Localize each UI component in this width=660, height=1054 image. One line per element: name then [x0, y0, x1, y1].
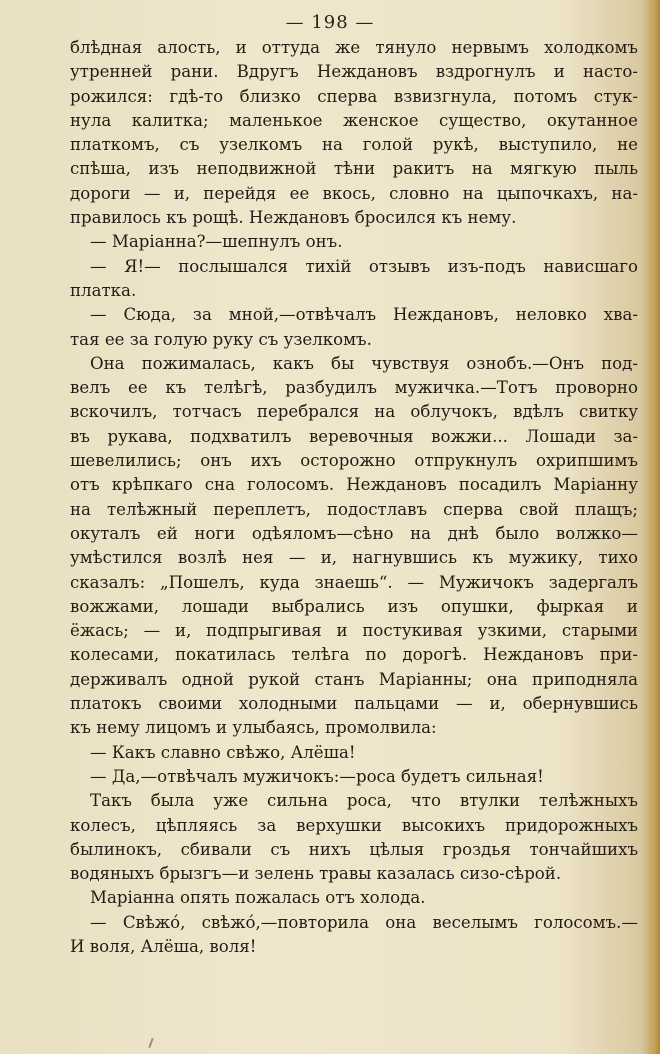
text-line: въ рукава, подхватилъ веревочныя вожжи... Лошади за-	[70, 426, 638, 446]
text-line: И воля, Алёша, воля!	[70, 936, 257, 956]
text-line: — Да,—отвѣчалъ мужичокъ:—роса будетъ сильная!	[90, 766, 544, 786]
text-line: правилось къ рощѣ. Неждановъ бросился къ нему.	[70, 208, 517, 228]
page-text	[70, 36, 638, 959]
text-line: на телѣжный переплетъ, подостлавъ сперва свой плащъ;	[70, 499, 638, 519]
text-line: — Свѣжо́, свѣжо́,—повторила она веселымъ голосомъ.—	[90, 912, 638, 932]
text-line: вожжами, лошади выбрались изъ опушки, фыркая и	[70, 596, 638, 616]
text-line: тая ее за голую руку съ узелкомъ.	[70, 329, 372, 349]
text-line: велъ ее къ телѣгѣ, разбудилъ мужичка.—Тотъ проворно	[70, 378, 638, 398]
text-line: водяныхъ брызгъ—и зелень травы казалась сизо-сѣрой.	[70, 864, 562, 884]
text-line: окуталъ ей ноги одѣяломъ—сѣно на днѣ было волжко—	[70, 523, 638, 543]
text-line: утренней рани. Вдругъ Неждановъ вздрогнулъ и насто-	[70, 62, 638, 82]
text-line: блѣдная алость, и оттуда же тянуло нервымъ холодкомъ	[70, 38, 638, 57]
text-line: умѣстился возлѣ нея — и, нагнувшись къ мужику, тихо	[70, 548, 638, 568]
stray-mark	[148, 1038, 153, 1048]
page-edge-shadow	[646, 0, 660, 1054]
text-line: платкомъ, съ узелкомъ на голой рукѣ, выступило, не	[70, 135, 638, 155]
text-line: нула калитка; маленькое женское существо, окутанное	[70, 110, 638, 130]
text-line: — Я!— послышался тихій отзывъ изъ-подъ нависшаго	[90, 256, 638, 276]
text-line: — Какъ славно свѣжо, Алёша!	[90, 742, 356, 762]
text-line: сказалъ: „Пошелъ, куда знаешь“. — Мужичокъ задергалъ	[70, 572, 638, 592]
text-line: къ нему лицомъ и улыбаясь, промолвила:	[70, 718, 437, 738]
text-line: отъ крѣпкаго сна голосомъ. Неждановъ посадилъ Маріанну	[70, 475, 638, 495]
text-line: спѣша, изъ неподвижной тѣни ракитъ на мягкую пыль	[70, 159, 638, 179]
text-line: былинокъ, сбивали съ нихъ цѣлыя гроздья тончайшихъ	[70, 839, 638, 859]
text-line: ёжась; — и, подпрыгивая и постукивая узкими, старыми	[70, 621, 638, 641]
text-line: дороги — и, перейдя ее вкось, словно на цыпочкахъ, на-	[70, 183, 638, 203]
text-line: — Сюда, за мной,—отвѣчалъ Неждановъ, неловко хва-	[90, 305, 638, 325]
text-line: держивалъ одной рукой станъ Маріанны; она приподняла	[70, 669, 638, 689]
text-line: колесами, покатилась телѣга по дорогѣ. Неждановъ при-	[70, 645, 638, 665]
text-line: Маріанна опять пожалась отъ холода.	[90, 888, 426, 908]
text-line: — Маріанна?—шепнулъ онъ.	[90, 232, 343, 252]
text-line: шевелились; онъ ихъ осторожно отпрукнулъ охрипшимъ	[70, 451, 638, 471]
text-line: платка.	[70, 280, 137, 300]
text-line: Такъ была уже сильна роса, что втулки телѣжныхъ	[90, 791, 638, 811]
page-number: — 198 —	[285, 12, 375, 33]
text-line: колесъ, цѣпляясь за верхушки высокихъ придорожныхъ	[70, 815, 638, 835]
text-line: вскочилъ, тотчасъ перебрался на облучокъ, вдѣлъ свитку	[70, 402, 638, 422]
text-line: Она пожималась, какъ бы чувствуя ознобъ.—Онъ под-	[90, 353, 638, 373]
text-line: рожился: гдѣ-то близко сперва взвизгнула, потомъ стук-	[70, 86, 638, 106]
text-line: платокъ своими холодными пальцами — и, обернувшись	[70, 694, 638, 714]
